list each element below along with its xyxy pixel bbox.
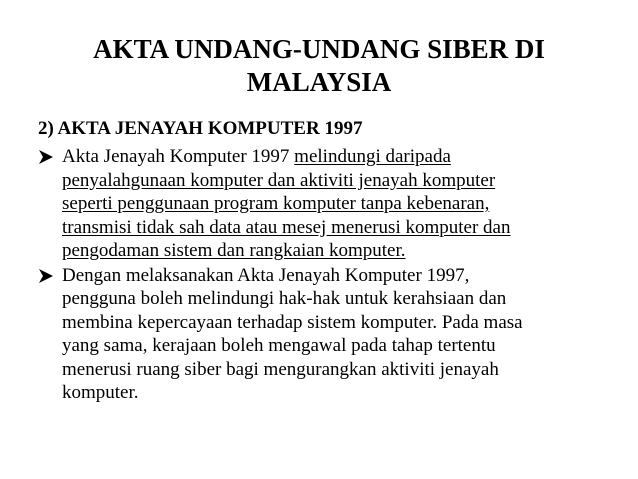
bullet-1-line-4 [62, 216, 608, 240]
slide-title-line-2: MALAYSIA [246, 67, 392, 97]
bullet-2-line-6: komputer. [62, 382, 139, 403]
slide-title-line-1: AKTA UNDANG-UNDANG SIBER DI [93, 34, 545, 64]
bullet-2-line-3: membina kepercayaan terhadap sistem komputer. Pada masa [62, 311, 523, 333]
arrowhead-bullet-icon [38, 268, 54, 284]
bullet-item-2 [38, 264, 608, 405]
bullet-2-line-4: yang sama, kerajaan boleh mengawal pada tahap tertentu [62, 335, 496, 356]
slide-content [38, 117, 608, 406]
bullet-item-1 [38, 145, 608, 263]
bullet-1-line-5 [62, 239, 608, 263]
bullet-1-line-3-underlined: seperti penggunaan program komputer tanpa kebenaran, [62, 193, 490, 214]
bullet-1-line-1-plain: Akta Jenayah Komputer 1997 [62, 146, 295, 167]
bullet-1-line-1-underlined: melindungi daripada [294, 146, 451, 167]
section-subheading: 2) AKTA JENAYAH KOMPUTER 1997 [38, 118, 363, 139]
bullet-1-line-5-underlined: pengodaman sistem dan rangkaian komputer. [62, 240, 406, 261]
bullet-2-line-5: menerusi ruang siber bagi mengurangkan aktiviti jenayah [62, 358, 499, 380]
bullet-1-line-2-underlined: penyalahgunaan komputer dan aktiviti jenayah komputer [62, 169, 496, 191]
bullet-1-line-2 [62, 169, 608, 193]
slide-title [40, 33, 598, 99]
bullet-2-line-1: Dengan melaksanakan Akta Jenayah Komputer 1997, [62, 264, 470, 286]
bullet-1-line-3 [62, 192, 608, 216]
bullet-2-line-2: pengguna boleh melindungi hak-hak untuk kerahsiaan dan [62, 288, 507, 309]
arrowhead-bullet-icon [38, 149, 54, 165]
bullet-1-line-1 [62, 145, 608, 169]
bullet-1-line-4-underlined: transmisi tidak sah data atau mesej menerusi komputer dan [62, 216, 511, 238]
